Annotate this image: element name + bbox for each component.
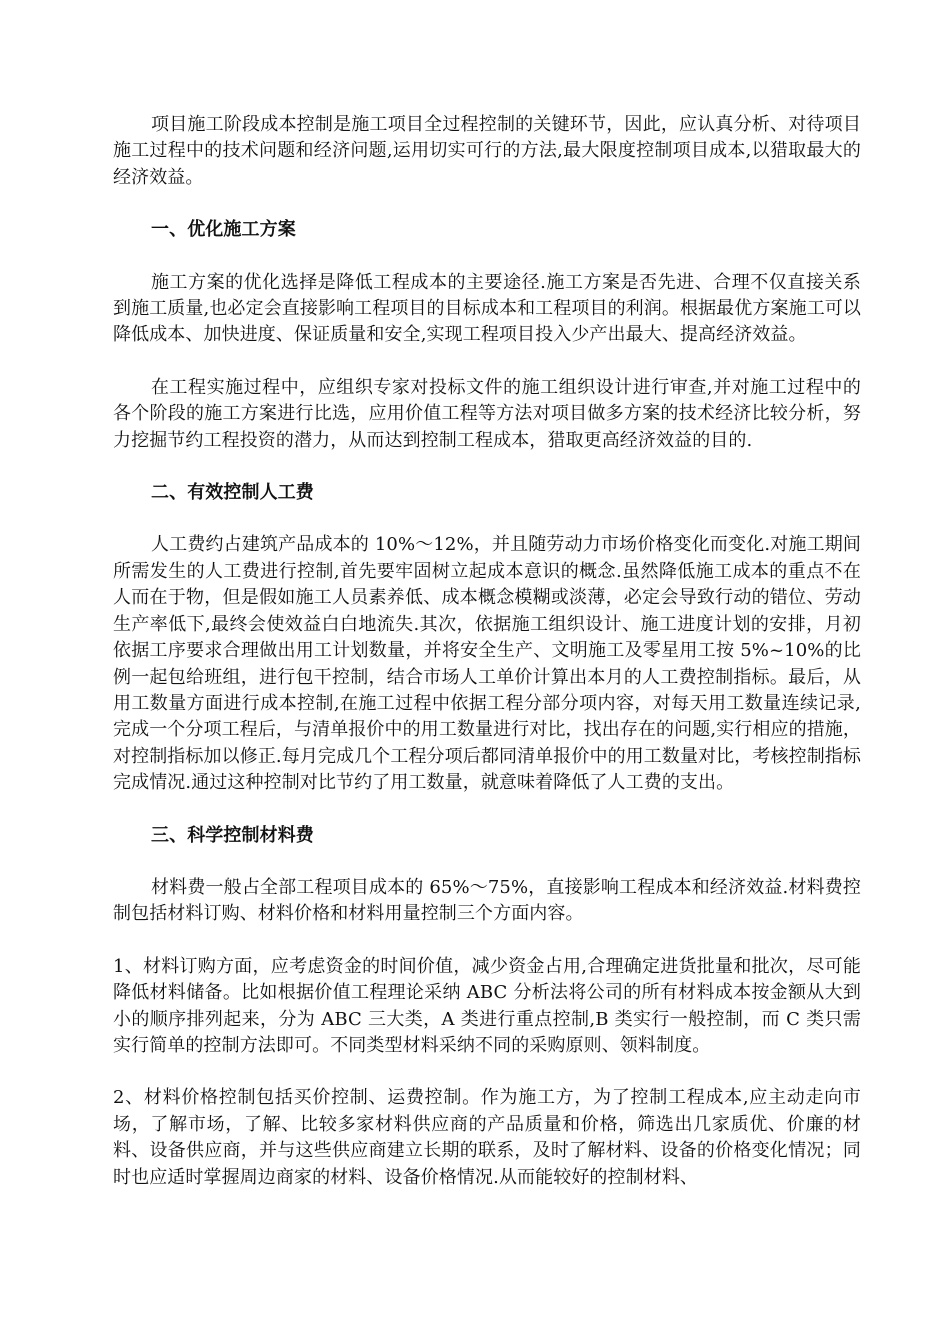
section3-list-item-2: 2、材料价格控制包括买价控制、运费控制。作为施工方，为了控制工程成本,应主动走向市场，了解市场，了解、比较多家材料供应商的产品质量和价格，筛选出几家质优、价廉的材料、设备供应商，并与这些供应商建立长期的联系，及时了解材料、设备的价格变化情况；同时也应适时掌握周边商家的材料、设备价格情况.从而能较好的控制材料、 [113,1087,861,1188]
section3-list-item-1: 1、材料订购方面，应考虑资金的时间价值，减少资金占用,合理确定进货批量和批次，尽可能降低材料储备。比如根据价值工程理论采纳 ABC 分析法将公司的所有材料成本按金额从大到小的顺序排列起来，分为 ABC 三大类，A 类进行重点控制,B 类实行一般控制，而 C 类只需实行简单的控制方法即可。不同类型材料采纳不同的采购原则、领料制度。 [113,955,861,1056]
document-page [113,112,861,1217]
section-heading-2: 二、有效控制人工费 [151,482,314,504]
section-heading-3: 三、科学控制材料费 [151,824,314,846]
section-heading-1: 一、优化施工方案 [151,219,296,241]
intro-paragraph: 项目施工阶段成本控制是施工项目全过程控制的关键环节，因此，应认真分析、对待项目施工过程中的技术问题和经济问题,运用切实可行的方法,最大限度控制项目成本,以猎取最大的经济效益。 [113,114,861,188]
section1-paragraph-1: 施工方案的优化选择是降低工程成本的主要途径.施工方案是否先进、合理不仅直接关系到施工质量,也必定会直接影响工程项目的目标成本和工程项目的利润。根据最优方案施工可以降低成本、加快进度、保证质量和安全,实现工程项目投入少产出最大、提高经济效益。 [113,271,861,346]
section1-paragraph-2: 在工程实施过程中，应组织专家对投标文件的施工组织设计进行审查,并对施工过程中的各个阶段的施工方案进行比选，应用价值工程等方法对项目做多方案的技术经济比较分析，努力挖掘节约工程投资的潜力，从而达到控制工程成本，猎取更高经济效益的目的. [113,376,861,451]
section2-paragraph-1: 人工费约占建筑产品成本的 10%～12%，并且随劳动力市场价格变化而变化.对施工期间所需发生的人工费进行控制,首先要牢固树立起成本意识的概念.虽然降低施工成本的重点不在人而在于物，但是假如施工人员素养低、成本概念模糊或淡薄，必定会导致行动的错位、劳动生产率低下,最终会使效益白白地流失.其次，依据施工组织设计、施工进度计划的安排，月初依据工序要求合理做出用工计划数量，并将安全生产、文明施工及零星用工按 5%~10%的比例一起包给班组，进行包干控制，结合市场人工单价计算出本月的人工费控制指标。最后，从用工数量方面进行成本控制,在施工过程中依据工程分部分项内容，对每天用工数量连续记录,完成一个分项工程后，与清单报价中的用工数量进行对比，找出存在的问题,实行相应的措施，对控制指标加以修正.每月完成几个工程分项后都同清单报价中的用工数量对比，考核控制指标完成情况.通过这种控制对比节约了用工数量，就意味着降低了人工费的支出。 [113,534,861,794]
section3-paragraph-1: 材料费一般占全部工程项目成本的 65%～75%，直接影响工程成本和经济效益.材料费控制包括材料订购、材料价格和材料用量控制三个方面内容。 [113,876,861,925]
